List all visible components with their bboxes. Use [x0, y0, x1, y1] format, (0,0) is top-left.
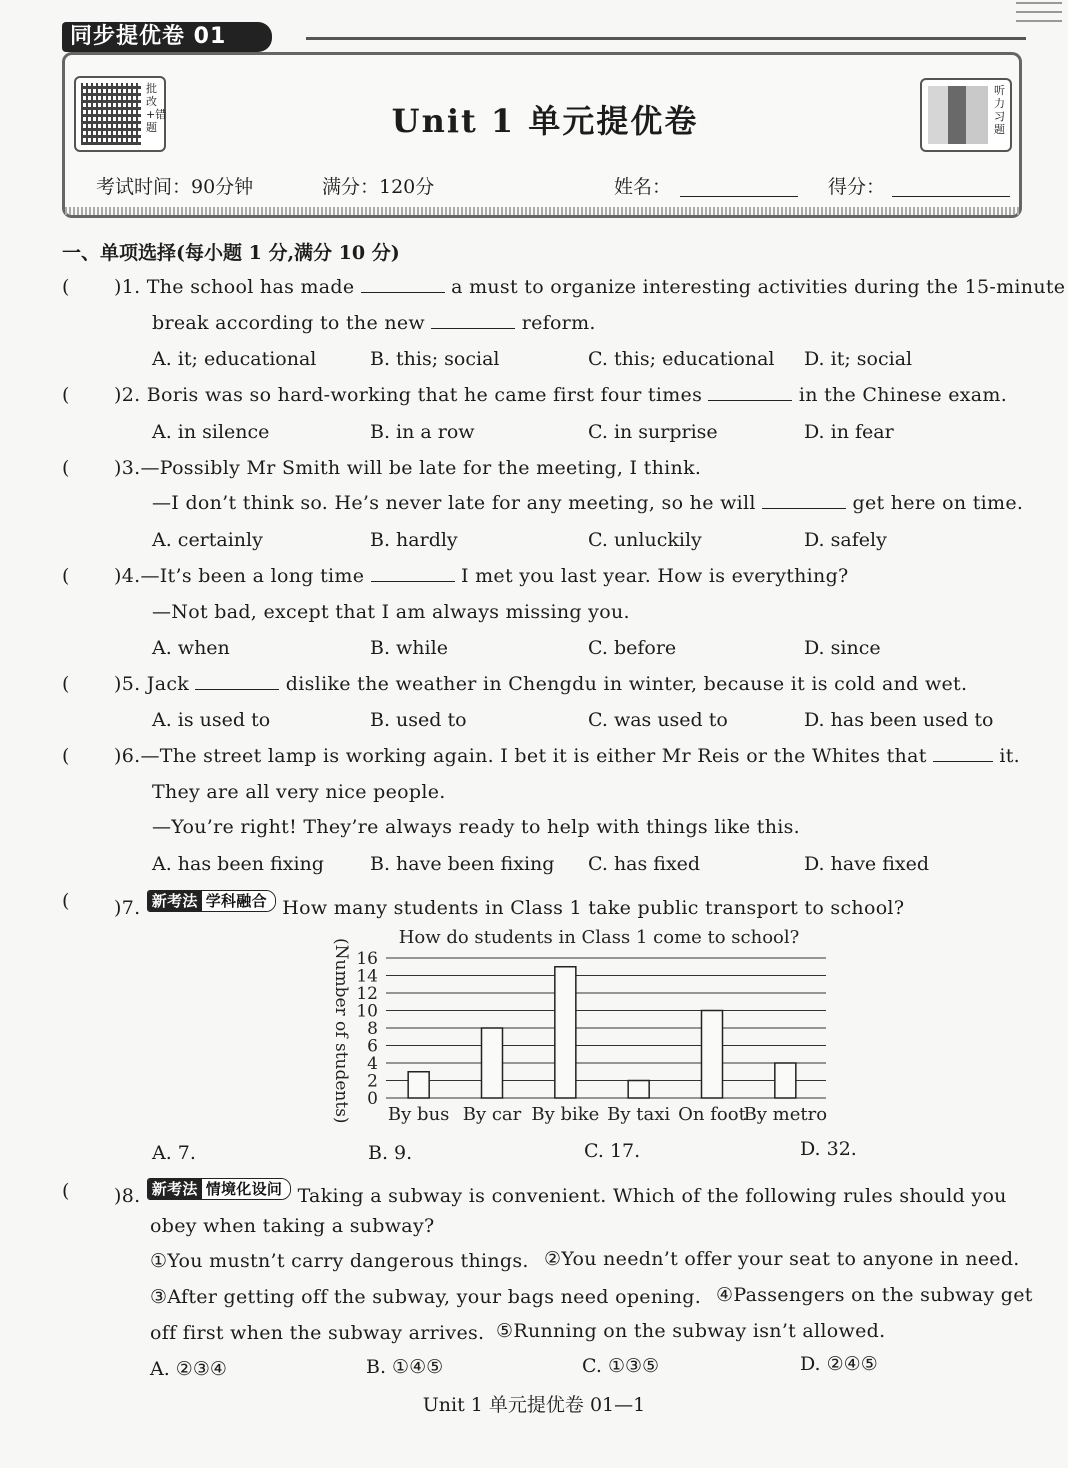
question-4-line-2: —Not bad, except that I am always missing you. [152, 601, 630, 623]
qr-code-correction[interactable] [74, 76, 166, 152]
question-4: )4.—It’s been a long time I met you last year. How is everything? [114, 565, 849, 587]
option-a[interactable]: A. is used to [152, 709, 271, 731]
option-b[interactable]: B. hardly [370, 529, 458, 551]
answer-paren[interactable]: ( [62, 1180, 70, 1202]
answer-paren[interactable]: ( [62, 384, 70, 406]
chart-bar-by-bus [408, 1072, 429, 1098]
question-5: )5. Jack dislike the weather in Chengdu in winter, because it is cold and wet. [114, 673, 968, 695]
chart-bar-by-taxi [628, 1081, 649, 1099]
chart-y-tick: 14 [356, 966, 378, 987]
chart-y-tick: 10 [356, 1001, 378, 1022]
chart-y-ticks [356, 949, 378, 1109]
chart-x-label: By taxi [607, 1104, 671, 1125]
qr-code-icon [81, 83, 141, 145]
option-c[interactable]: C. in surprise [588, 421, 718, 443]
option-a[interactable]: A. ②③④ [150, 1358, 227, 1380]
paper-tag: 同步提优卷 01 [62, 22, 272, 52]
score-label: 得分： [828, 176, 886, 198]
chart-y-tick: 2 [367, 1071, 378, 1092]
chart-y-label: (Number of students) [331, 938, 351, 1124]
qr-code-listening[interactable] [920, 78, 1012, 152]
answer-blank[interactable] [762, 492, 846, 509]
chart-x-label: By car [462, 1104, 522, 1125]
name-field[interactable] [680, 196, 798, 197]
full-score: 满分：120分 [322, 176, 435, 198]
chart-x-label: By bus [387, 1104, 450, 1125]
chart-title: How do students in Class 1 come to school? [398, 927, 800, 948]
rule-5: ⑤Running on the subway isn’t allowed. [496, 1320, 886, 1342]
answer-blank[interactable] [361, 276, 445, 293]
option-d[interactable]: D. has been used to [804, 709, 994, 731]
option-d[interactable]: D. have fixed [804, 853, 930, 875]
chart-bars [408, 967, 796, 1098]
qr-caption: 听力习题 [994, 84, 1005, 136]
question-3-line-2: —I don’t think so. He’s never late for any meeting, so he will get here on time. [152, 492, 1024, 514]
option-c[interactable]: C. before [588, 637, 677, 659]
option-a[interactable]: A. has been fixing [152, 853, 324, 875]
option-d[interactable]: D. since [804, 637, 881, 659]
chart-bar-by-bike [555, 967, 576, 1098]
option-d[interactable]: D. in fear [804, 421, 894, 443]
chart-y-tick: 0 [367, 1089, 378, 1109]
option-a[interactable]: A. certainly [152, 529, 263, 551]
section-title: 一、单项选择(每小题 1 分,满分 10 分) [62, 242, 400, 264]
chart-y-tick: 8 [367, 1019, 378, 1039]
qr-caption: 批改+错题 [146, 82, 167, 134]
answer-paren[interactable]: ( [62, 457, 70, 479]
option-a[interactable]: A. in silence [152, 421, 270, 443]
question-3: )3.—Possibly Mr Smith will be late for the meeting, I think. [114, 457, 702, 479]
question-6-line-3: —You’re right! They’re always ready to help with things like this. [152, 816, 800, 838]
question-6: )6.—The street lamp is working again. I bet it is either Mr Reis or the Whites that it. [114, 745, 1020, 767]
question-1: )1. The school has made a must to organize interesting activities during the 15-minute [114, 276, 1066, 298]
rule-4: ④Passengers on the subway get [716, 1284, 1033, 1306]
answer-blank[interactable] [933, 745, 993, 762]
chart-x-label: On foot [678, 1104, 746, 1125]
question-1-line-2: break according to the new reform. [152, 312, 596, 334]
option-b[interactable]: B. 9. [368, 1142, 413, 1164]
option-a[interactable]: A. it; educational [152, 348, 317, 370]
answer-paren[interactable]: ( [62, 890, 70, 912]
option-b[interactable]: B. used to [370, 709, 467, 731]
bar-chart [326, 926, 846, 1136]
option-c[interactable]: C. this; educational [588, 348, 775, 370]
header-rule [306, 37, 1026, 40]
chart-y-tick: 6 [367, 1036, 378, 1057]
exam-time: 考试时间：90分钟 [96, 176, 254, 198]
chart-y-tick: 4 [367, 1054, 378, 1074]
question-8: )8. 新考法 情境化设问 Taking a subway is convenient. Which of the following rules should you [114, 1180, 1007, 1207]
question-7: )7. 新考法 学科融合 How many students in Class 1 take public transport to school? [114, 892, 905, 919]
chart-x-label: By metro [743, 1104, 828, 1125]
answer-blank[interactable] [195, 673, 279, 690]
question-8-line-2: obey when taking a subway? [150, 1215, 435, 1237]
chart-bar-by-metro [775, 1063, 796, 1098]
question-2: )2. Boris was so hard-working that he came first four times in the Chinese exam. [114, 384, 1008, 406]
option-d[interactable]: D. it; social [804, 348, 913, 370]
page-title: Unit 1 单元提优卷 [391, 102, 699, 140]
answer-paren[interactable]: ( [62, 565, 70, 587]
menu-icon[interactable] [1016, 2, 1062, 24]
chart-grid [386, 958, 826, 1098]
option-c[interactable]: C. 17. [584, 1140, 641, 1162]
option-c[interactable]: C. was used to [588, 709, 728, 731]
new-method-badge: 新考法 情境化设问 [147, 1178, 291, 1200]
option-d[interactable]: D. 32. [800, 1138, 857, 1160]
option-d[interactable]: D. ②④⑤ [800, 1353, 878, 1375]
answer-blank[interactable] [708, 384, 792, 401]
answer-paren[interactable]: ( [62, 276, 70, 298]
page-footer: Unit 1 单元提优卷 01—1 [422, 1394, 646, 1416]
option-c[interactable]: C. unluckily [588, 529, 702, 551]
option-a[interactable]: A. when [152, 637, 230, 659]
option-b[interactable]: B. ①④⑤ [366, 1356, 444, 1378]
rule-2: ②You needn’t offer your seat to anyone in need. [544, 1248, 1020, 1270]
name-label: 姓名： [614, 176, 672, 198]
answer-blank[interactable] [371, 565, 455, 582]
rule-3: ③After getting off the subway, your bags need opening. [150, 1286, 702, 1308]
answer-paren[interactable]: ( [62, 745, 70, 767]
hatch-border [65, 207, 1019, 215]
option-b[interactable]: B. while [370, 637, 448, 659]
chart-bar-on-foot [702, 1011, 723, 1099]
answer-paren[interactable]: ( [62, 673, 70, 695]
chart-bar-by-car [482, 1028, 503, 1098]
answer-blank[interactable] [431, 312, 515, 329]
question-6-line-2: They are all very nice people. [152, 781, 446, 803]
option-b[interactable]: B. this; social [370, 348, 500, 370]
rule-1: ①You mustn’t carry dangerous things. [150, 1250, 529, 1272]
rule-4-continued: off first when the subway arrives. [150, 1322, 485, 1344]
chart-x-label: By bike [531, 1104, 600, 1125]
option-d[interactable]: D. safely [804, 529, 887, 551]
qr-code-icon [928, 86, 988, 144]
option-a[interactable]: A. 7. [152, 1142, 196, 1164]
option-c[interactable]: C. has fixed [588, 853, 701, 875]
option-b[interactable]: B. in a row [370, 421, 475, 443]
chart-x-labels [388, 1104, 827, 1125]
option-c[interactable]: C. ①③⑤ [582, 1355, 660, 1377]
option-b[interactable]: B. have been fixing [370, 853, 555, 875]
score-field[interactable] [892, 196, 1010, 197]
chart-y-tick: 12 [356, 984, 378, 1004]
new-method-badge: 新考法 学科融合 [147, 890, 276, 912]
chart-y-tick: 16 [356, 949, 378, 969]
